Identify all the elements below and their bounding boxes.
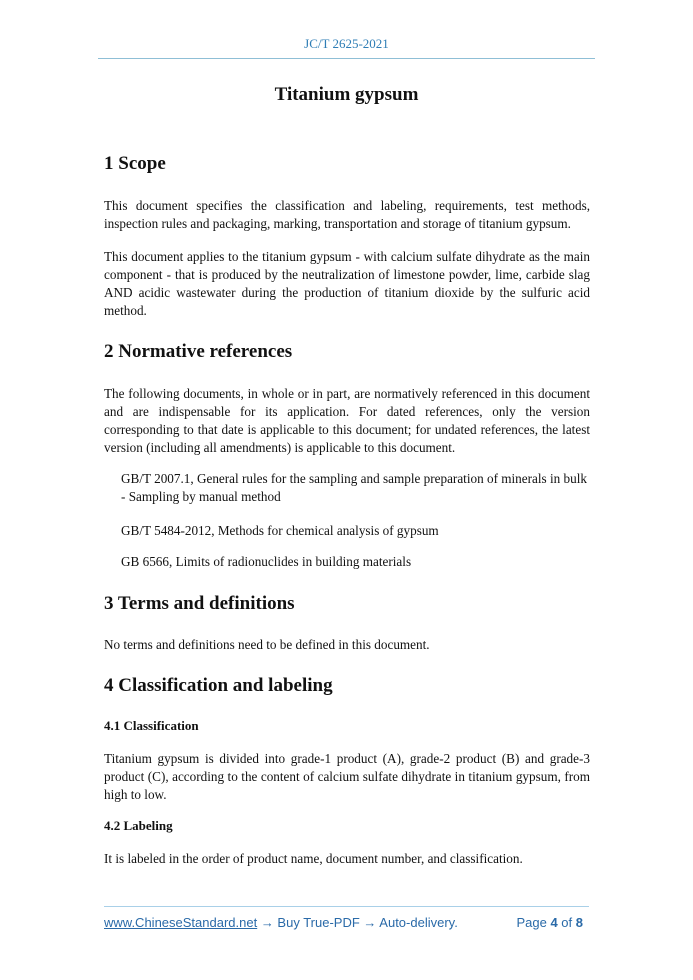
section-heading: 2 Normative references (104, 341, 293, 362)
paragraph: It is labeled in the order of product name, document number, and classification. (104, 851, 523, 866)
footer-divider (104, 906, 589, 907)
paragraph: This document applies to the titanium gypsum - with calcium sulfate dihydrate as the main component - that is produced by the neutralization of limestone powder, lime, carbide slag AND acidic wastewater during the production of titanium dioxide by the sulfuric acid method. (104, 249, 590, 318)
paragraph: Titanium gypsum is divided into grade-1 product (A), grade-2 product (B) and grade-3 product (C), according to the content of calcium sulfate dihydrate in titanium gypsum, from high to low. (104, 751, 590, 802)
header-divider (98, 58, 595, 59)
document-code: JC/T 2625-2021 (304, 36, 389, 51)
reference-item: GB/T 2007.1, General rules for the sampling and sample preparation of minerals in bulk - Sampling by manual method (121, 471, 587, 504)
website-link[interactable]: www.ChineseStandard.net (104, 915, 258, 930)
section-classification (104, 675, 590, 697)
document-title: Titanium gypsum (274, 84, 419, 105)
reference-item: GB 6566, Limits of radionuclides in building materials (121, 554, 412, 569)
total-pages: 8 (575, 915, 583, 930)
section-heading: 3 Terms and definitions (104, 593, 295, 614)
subsection-heading: 4.2 Labeling (104, 818, 173, 833)
paragraph: No terms and definitions need to be defined in this document. (104, 637, 430, 652)
paragraph: This document specifies the classification and labeling, requirements, test methods, inspection rules and packaging, marking, transportation and storage of titanium gypsum. (104, 198, 590, 231)
section-heading: 4 Classification and labeling (104, 675, 333, 696)
page-indicator: Page 4 of 8 (516, 915, 583, 930)
subsection-heading: 4.1 Classification (104, 718, 199, 733)
section-heading: 1 Scope (104, 153, 166, 174)
section-scope (104, 153, 590, 175)
section-terms (104, 593, 590, 615)
current-page: 4 (550, 915, 558, 930)
reference-item: GB/T 5484-2012, Methods for chemical analysis of gypsum (121, 523, 439, 538)
paragraph: The following documents, in whole or in part, are normatively referenced in this document and are indispensable for its application. For dated references, only the version corresponding to that date is applicable to this document; for undated references, the latest version (including all amendments) is applicable to this document. (104, 386, 590, 455)
promo-text: → Buy True-PDF → Auto-delivery. (257, 915, 458, 930)
section-normative (104, 341, 590, 363)
footer (104, 915, 589, 930)
